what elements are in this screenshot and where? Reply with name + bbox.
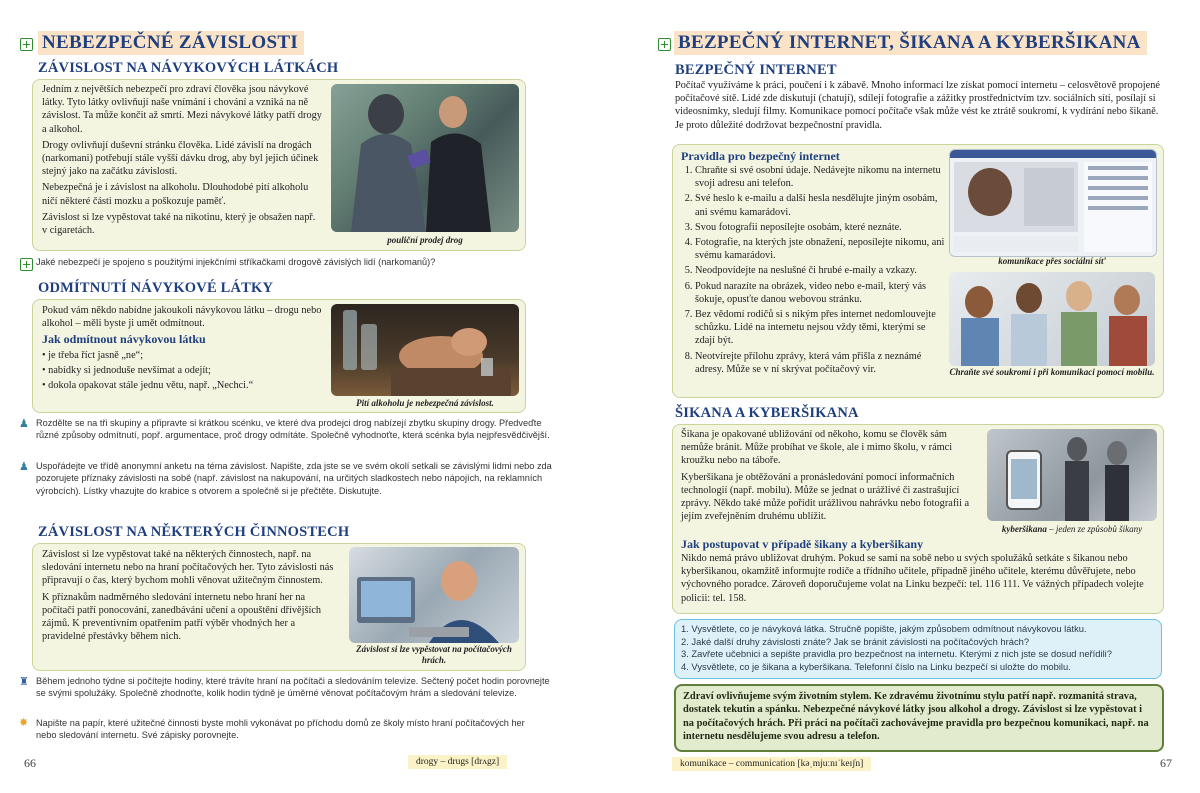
refusal-subtitle: Jak odmítnout návykovou látku	[42, 332, 206, 347]
photo-caption: pouliční prodej drog	[387, 235, 463, 245]
section-title-addictive-substances: ZÁVISLOST NA NÁVYKOVÝCH LÁTKÁCH	[38, 60, 339, 76]
task-text: Rozdělte se na tři skupiny a připravte si krátkou scénku, ve které dva prodejci drog nabízejí zbytku skupiny drogy. Předveďte různé způsoby odmítnutí, popř. argumentace, proč drogy odmítáte. Společně vyhodnoťte, která scénka byla nejpřesvědčivější.	[36, 418, 550, 441]
paragraph: Nebezpečná je i závislost na alkoholu. Dlouhodobé pití alkoholu ničí některé části mozku a poškozuje paměť.	[42, 182, 309, 207]
list-item: • nabídky si jednoduše nevšímat a odejít;	[42, 364, 211, 376]
section-title-activities: ZÁVISLOST NA NĚKTERÝCH ČINNOSTECH	[38, 524, 350, 540]
task-text: Napište na papír, které užitečné činnosti byste mohli vykonávat po příchodu domů ze školy místo hraní počítačových her nebo sledování internetu. Své zápisky porovnejte.	[36, 718, 525, 741]
photo-illustration	[349, 547, 519, 643]
list-item: 7. Bez vědomí rodičů si s nikým přes internet nedomlouvejte schůzku. Lidé na internetu nejsou vždy těmi, kterými se zdají být.	[695, 308, 945, 348]
question-item: 1. Vysvětlete, co je návyková látka. Stručně popište, jakým způsobem odmítnout návykovou látku.	[681, 623, 1087, 634]
bullying-advice: Nikdo nemá právo ubližovat druhým. Pokud se sami na sobě nebo u svých spolužáků setkáte s šikanou nebo kyberšikanou, okamžitě informujte rodiče a třídního učitele, případně jiného učitele, kterému důvěřujete, nebo výchovného poradce. Zároveň doporučujeme volat na Linku bezpečí: tel. 116 111. Ve vážných případech volejte policii: tel. 158.	[681, 553, 1144, 604]
footer-vocabulary: komunikace – communication [kəˌmjuːnɪˈkeɪʃn]	[672, 757, 871, 771]
caption-bold: kyberšikana	[1001, 524, 1047, 534]
photo-illustration	[987, 429, 1157, 521]
addictive-substances-box	[32, 79, 526, 251]
summary-text: Zdraví ovlivňujeme svým životním stylem. Ke zdravému životnímu stylu patří např. rozmanitá strava, dostatek tekutin a spánku. Nebezpečné návykové látky jsou alkohol a drogy. Závislost si lze vypěstovat i na počítačových hrách. Při práci na počítači zachovávejme pravidla pro bezpečnou komunikaci, např. na internetu nesdělujeme svou adresu a telefon.	[683, 691, 1149, 743]
section-title-safe-internet: BEZPEČNÝ INTERNET	[675, 62, 837, 78]
computer-games-photo	[349, 547, 519, 643]
chapter-title: BEZPEČNÝ INTERNET, ŠIKANA A KYBERŠIKANA	[674, 31, 1147, 55]
paragraph: Závislost si lze vypěstovat také na nikotinu, který je obsažen např. v cigaretách.	[42, 211, 316, 237]
refusal-text	[42, 304, 327, 394]
refusal-box	[32, 299, 526, 413]
photo-caption	[987, 524, 1157, 534]
question-item: 4. Vysvětlete, co je šikana a kyberšikana. Telefonní číslo na Linku bezpečí si uložte do mobilu.	[681, 660, 1071, 672]
rules-title: Pravidla pro bezpečný internet	[681, 149, 840, 163]
section-plus-icon	[20, 38, 33, 51]
chapter-title: NEBEZPEČNÉ ZÁVISLOSTI	[38, 31, 304, 55]
street-drug-dealing-photo	[331, 84, 519, 232]
list-item: 4. Fotografie, na kterých jste obnažení, neposílejte nikomu, ani svému kamarádovi.	[695, 236, 945, 262]
group-activity-icon: ♟	[19, 461, 29, 473]
addictive-substances-text	[42, 83, 322, 240]
paragraph: Závislost si lze vypěstovat také na některých činnostech, např. na sledování internetu nebo na hraní počítačových her. Tyto závislosti nás připravují o čas, který bychom mohli věnovat užitečným činnostem.	[42, 549, 334, 587]
page-number: 67	[1160, 756, 1172, 770]
cyberbullying-photo	[987, 429, 1157, 521]
photo-caption: komunikace přes sociální síť	[998, 256, 1106, 266]
photo-illustration	[331, 304, 519, 396]
list-item: • je třeba říct jasně „ne“;	[42, 349, 144, 361]
paragraph: Kyberšikana je obtěžování a pronásledování pomocí informačních technologií (např. mobilu). Může se jednat o urážlivé či zastrašující zprávy. Někdo také může pořídit urážlivou nahrávku nebo fotografii a jejím zveřejněním druhému ublížit.	[681, 471, 970, 523]
task-text: Uspořádejte ve třídě anonymní anketu na téma závislost. Napište, zda jste se ve svém okolí setkali se závislými lidmi nebo zda pozorujete příznaky závislosti na sobě (např. závislost na nakupování, na určitých sladkostech nebo nápojích, na reklamních výrobcích). Lístky vhazujte do krabice s otvorem a společně si je přečtěte. Diskutujte.	[36, 461, 552, 496]
paragraph: Pokud vám někdo nabídne jakoukoli návykovou látku – drogu nebo alkohol – měli byste ji umět odmítnout.	[42, 305, 322, 330]
right-page	[600, 0, 1200, 793]
photo-illustration	[331, 84, 519, 232]
rules-box	[672, 144, 1164, 398]
task-text: Během jednoho týdne si počítejte hodiny, které trávíte hraní na počítači a sledováním televize. Sečtený počet hodin porovnejte se svými spolužáky. Společně zhodnoťte, kolik hodin týdně je úměrné věnovat počítačovým hrám a sledování televize.	[36, 676, 550, 699]
paragraph: K příznakům nadměrného sledování internetu nebo hraní her na počítači patří ponocování, zanedbávání učení a opouštění dřívějších zájmů. K preventivním opatřením patří výběr vhodných her a pravidelné přestávky během nich.	[42, 591, 322, 643]
question-item: 2. Jaké další druhy závislosti znáte? Jak se bránit závislosti na počítačových hrách?	[681, 635, 1030, 647]
questions-list	[681, 623, 1157, 673]
refusal-list	[42, 349, 327, 393]
paragraph: Jedním z největších nebezpečí pro zdraví člověka jsou návykové látky. Tyto látky ovlivňují naše vnímání i chování a vzniká na ně závislost. Ta může končit až smrtí. Mezi návykové látky patří drogy a alkohol.	[42, 84, 322, 135]
section-title-bullying: ŠIKANA A KYBERŠIKANA	[675, 405, 859, 421]
page-number: 66	[24, 756, 36, 770]
alcohol-photo	[331, 304, 519, 396]
paragraph: Šikana je opakované ubližování od někoho, komu se člověk sám nemůže bránit. Může probíhat ve škole, ale i mimo školu, v rámci kroužku nebo na táboře.	[681, 429, 953, 467]
paragraph: Drogy ovlivňují duševní stránku člověka. Lidé závislí na drogách (narkomani) potřebují stále vyšší dávku drog, aby byl jejich účinek stejný jako na začátku závislosti.	[42, 139, 319, 178]
question-plus-icon	[20, 258, 33, 271]
rules-list	[681, 164, 945, 376]
list-item: • dokola opakovat stále jednu větu, např. „Nechci.“	[42, 380, 254, 392]
activities-box	[32, 543, 526, 671]
bullying-text	[681, 428, 981, 526]
list-item: 5. Neodpovídejte na neslušné či hrubé e-maily a vzkazy.	[695, 264, 945, 277]
list-item: 8. Neotvírejte přílohu zprávy, která vám přišla z neznámé adresy. Může se v ní skrývat počítačový vir.	[695, 350, 945, 376]
photo-caption: Závislost si lze vypěstovat na počítačových hrách.	[356, 644, 512, 665]
list-item: 3. Svou fotografii neposílejte osobám, které neznáte.	[695, 221, 945, 234]
photo-illustration	[950, 150, 1156, 256]
photo-illustration	[949, 272, 1155, 366]
caption-rest: – jeden ze způsobů šikany	[1046, 524, 1143, 534]
summary-box	[674, 684, 1164, 752]
bullying-subtitle: Jak postupovat v případě šikany a kyberšikany	[681, 537, 924, 551]
photo-caption: Chraňte své soukromí i při komunikaci pomocí mobilu.	[949, 367, 1155, 377]
photo-caption: Pití alkoholu je nebezpečná závislost.	[356, 398, 494, 408]
activities-text	[42, 548, 340, 646]
list-item: 1. Chraňte si své osobní údaje. Nedávejte nikomu na internetu svoji adresu ani telefon.	[695, 164, 945, 190]
safe-internet-intro: Počítač využíváme k práci, poučení i k zábavě. Mnoho informací lze získat pomocí internetu – celosvětově propojené počítačové sítě. Lidé zde diskutují (chatují), sdílejí fotografie a zážitky prostřednictvím tzv. sociálních sítí, posílají si videosnímky, sledují filmy. Komunikace pomocí počítače však může vést ke ztrátě soukromí, k vydírání nebo šikaně. Je proto důležité dodržovat bezpečnostní pravidla.	[675, 80, 1160, 131]
question-text: Jaké nebezpečí je spojeno s použitými injekčními stříkačkami drogově závislých lidí (narkomanů)?	[36, 257, 436, 267]
social-network-screenshot	[949, 149, 1157, 257]
bullying-box	[672, 424, 1164, 614]
footer-vocabulary: drogy – drugs [drʌgz]	[408, 755, 507, 769]
mobile-phones-photo	[949, 272, 1155, 366]
list-item: 2. Své heslo k e-mailu a další hesla nesdělujte jiným osobám, ani svému kamarádovi.	[695, 192, 945, 218]
section-plus-icon	[658, 38, 671, 51]
section-title-refusal: ODMÍTNUTÍ NÁVYKOVÉ LÁTKY	[38, 280, 274, 296]
question-item: 3. Zavřete učebnici a sepište pravidla pro bezpečnost na internetu. Kterými z nich jste se dosud neřídili?	[681, 648, 1112, 660]
group-activity-icon: ♟	[19, 418, 29, 430]
rules-text	[681, 164, 945, 378]
sun-icon: ✸	[19, 717, 29, 729]
individual-activity-icon: ♜	[19, 676, 29, 688]
questions-box	[674, 619, 1162, 679]
list-item: 6. Pokud narazíte na obrázek, video nebo e-mail, který vás šokuje, opusťte danou webovou stránku.	[695, 280, 945, 306]
